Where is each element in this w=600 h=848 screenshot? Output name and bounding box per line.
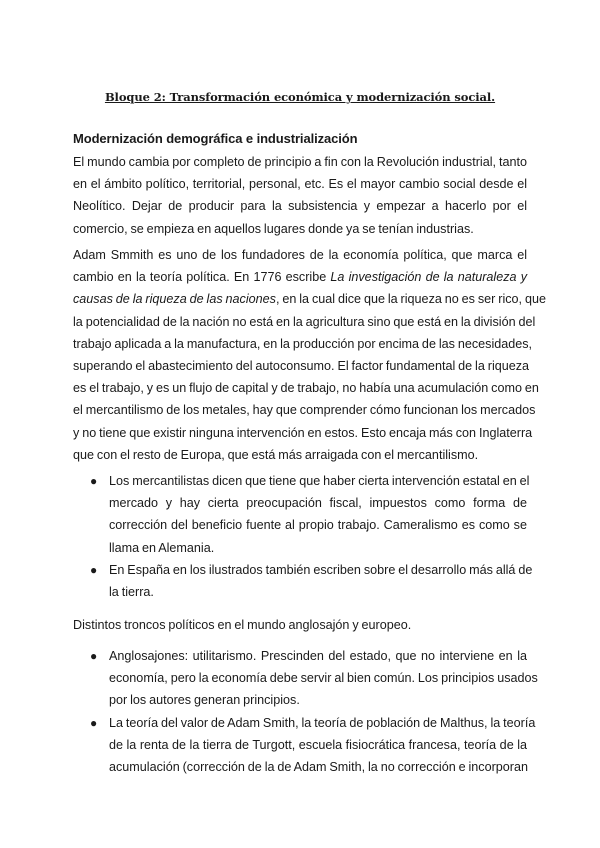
paragraph-3 [73,614,527,636]
list-item-line: por los autores generan principios. [109,693,300,708]
paragraph-line: el mercantilismo de los metales, hay que comprender cómo funcionan los mercados [73,403,536,418]
list-item [90,645,538,712]
book-title-italic: La investigación de la naturaleza y [330,270,527,285]
book-title-italic: causas de la riqueza de las naciones [73,292,276,307]
paragraph-line: El mundo cambia por completo de principio a fin con la Revolución industrial, tanto [73,155,527,169]
list-item-line: llama en Alemania. [109,540,215,555]
list-item-line: mercado y hay cierta preocupación fiscal, impuestos como forma de [109,496,527,511]
paragraph-line: en el ámbito político, territorial, personal, etc. Es el mayor cambio social desde el [73,177,527,192]
list-item-line: corrección del beneficio fuente al propio trabajo. Cameralismo es como se [109,518,527,533]
paragraph-line [73,266,527,288]
paragraph-line: Adam Smmith es uno de los fundadores de la economía política, que marca el [73,248,527,262]
list-item-line: de la renta de la tierra de Turgott, escuela fisiocrática francesa, teoría de la [109,737,527,752]
text-span: , en la cual dice que la riqueza no es ser rico, que [275,292,546,307]
list-item-line: economía, pero la economía debe servir al bien común. Los principios usados [109,671,538,686]
list-item [90,470,530,559]
paragraph-line: superando el abastecimiento del autoconsumo. El factor fundamental de la riqueza [73,358,530,373]
paragraph-2 [73,244,546,466]
paragraph-1 [73,151,527,240]
bullet-icon: ● [90,562,98,577]
paragraph-line: que con el resto de Europa, que está más arraigada con el mercantilismo. [73,447,479,462]
list-item-line: Anglosajones: utilitarismo. Prescinden del estado, que no interviene en la [109,649,527,663]
list-item-line: Los mercantilistas dicen que tiene que haber cierta intervención estatal en el [109,474,530,488]
paragraph-line: trabajo aplicada a la manufactura, en la producción por encima de las necesidades, [73,336,533,351]
paragraph-line: la potencialidad de la nación no está en la agricultura sino que está en la división del [73,314,536,329]
bullet-icon: ● [90,715,98,730]
list-item-line: la tierra. [109,584,154,599]
section-heading: Modernización demográfica e industrialización [73,131,358,146]
paragraph-line: y no tiene que existir ninguna intervención en estos. Esto encaja más con Inglaterra [73,425,533,440]
paragraph-line: Neolítico. Dejar de producir para la subsistencia y empezar a hacerlo por el [73,199,527,214]
list-item-line: La teoría del valor de Adam Smith, la teoría de población de Malthus, la teoría [109,715,536,730]
bullet-icon: ● [90,474,98,488]
bullet-list-2 [90,645,538,778]
paragraph-line: comercio, se empieza en aquellos lugares donde ya se tenían industrias. [73,221,474,236]
page-title: Bloque 2: Transformación económica y modernización social. [104,90,496,104]
list-item-line: En España en los ilustrados también escriben sobre el desarrollo más allá de [109,562,533,577]
paragraph-line: es el trabajo, y es un flujo de capital y de trabajo, no había una acumulación como en [73,381,539,396]
list-item-line: acumulación (corrección de la de Adam Smith, la no corrección e incorporan [109,759,529,774]
bullet-icon: ● [90,649,98,663]
bullet-list-1 [90,470,533,603]
list-item [90,712,536,779]
paragraph-line [73,288,546,310]
paragraph-line: Distintos troncos políticos en el mundo anglosajón y europeo. [73,618,412,632]
list-item [90,559,533,603]
text-span: cambio en la teoría política. En 1776 escribe [73,270,331,285]
